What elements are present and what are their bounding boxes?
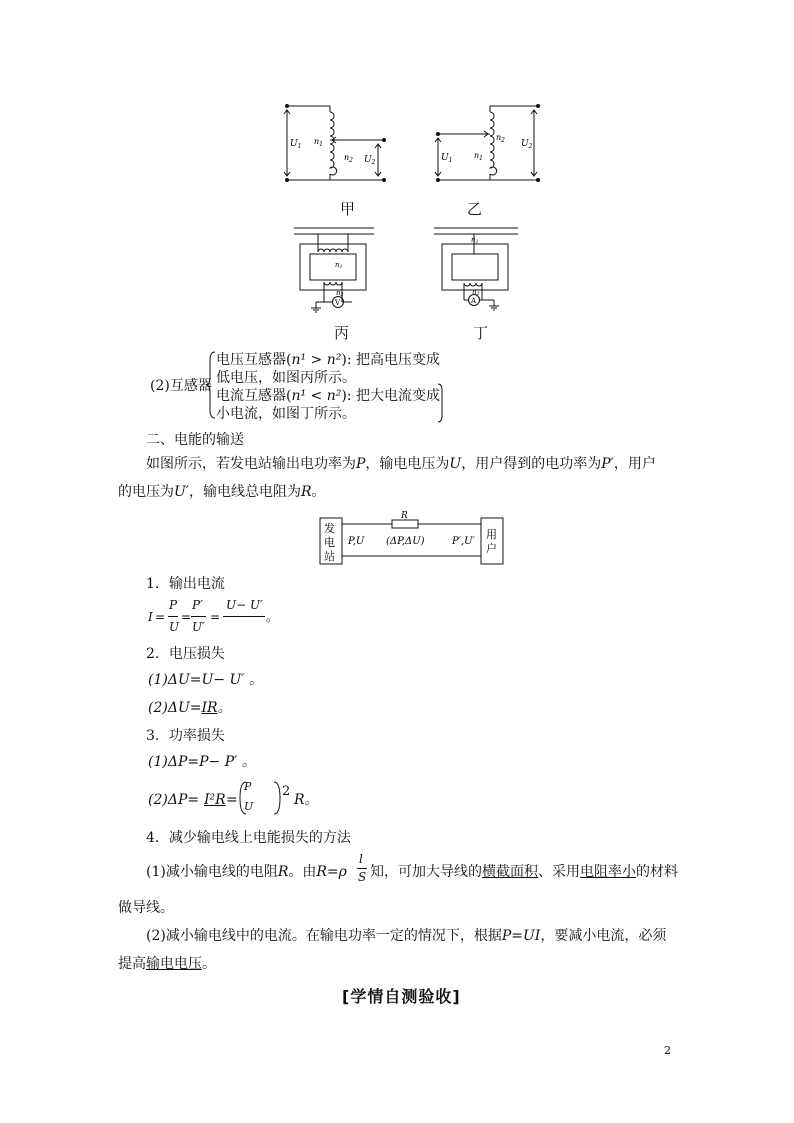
item3-heading: 3．功率损失 <box>146 728 225 744</box>
ammeter-label: A <box>471 297 477 305</box>
figure-bing-caption: 丙 <box>334 324 350 342</box>
station-values: P,U <box>348 536 365 547</box>
figure-yi-diagram <box>430 100 550 186</box>
figure-bing-diagram <box>290 222 386 318</box>
voltmeter-label: V <box>335 299 341 307</box>
intro-line2: 的电压为U′，输电线总电阻为R。 <box>118 484 326 500</box>
resistance-fraction: l S <box>358 852 367 884</box>
svg-text:n2: n2 <box>336 289 344 298</box>
svg-text:n2: $n_2$ <box>496 133 505 144</box>
jia-u1: U <box>290 139 298 149</box>
voltage-transformer-line1: 电压互感器(n¹ > n²): 把高电压变成 <box>216 352 440 368</box>
power-loss-2: (2)ΔP= I²R = P U 2 R。 <box>148 780 319 813</box>
loss-values: (ΔP,ΔU) <box>386 536 425 547</box>
item1-heading: 1．输出电流 <box>146 576 225 592</box>
voltage-loss-1: (1)ΔU=U− U′ 。 <box>148 672 263 688</box>
method1-line1: (1)减小输电线的电阻R。由R=ρ <box>146 864 347 880</box>
right-brace <box>437 382 445 424</box>
method1-line1-tail: 知，可加大导线的横截面积、采用电阻率小的材料 <box>370 864 678 880</box>
voltage-loss-2: (2)ΔU=IR。 <box>148 700 232 716</box>
svg-text:n2: n2 <box>472 288 480 297</box>
svg-text:U2: $U_2$ <box>521 139 533 150</box>
svg-text:n1: $n_1$ <box>474 151 483 162</box>
svg-text:电: 电 <box>324 536 335 549</box>
item4-heading: 4．减少输电线上电能损失的方法 <box>146 830 351 846</box>
svg-text:U1: $U_1$ <box>290 139 302 150</box>
page-number: 2 <box>664 1044 671 1057</box>
figure-ding-caption: 丁 <box>473 324 489 342</box>
power-loss-1: (1)ΔP=P− P′ 。 <box>148 754 256 770</box>
output-current-formula: I = P U = P′ U′ = U− U′ 。 <box>148 598 279 634</box>
svg-text:用: 用 <box>486 528 497 541</box>
resistor-label: R <box>401 511 408 521</box>
svg-text:发: 发 <box>324 522 335 535</box>
current-transformer-line1: 电流互感器(n¹ < n²): 把大电流变成 <box>216 388 440 404</box>
section-heading: 二、电能的输送 <box>146 432 244 448</box>
transmission-circuit <box>318 510 508 566</box>
figure-yi-caption: 乙 <box>467 200 483 218</box>
voltage-transformer-line2: 低电压，如图丙所示。 <box>216 370 356 386</box>
svg-text:n2: $n_2$ <box>344 153 353 164</box>
transformer-label: (2)互感器 <box>150 378 212 394</box>
svg-text:U2: $U_2$ <box>364 155 376 166</box>
svg-text:站: 站 <box>324 550 335 563</box>
method2-line2: 提高输电电压。 <box>118 956 216 972</box>
item2-heading: 2．电压损失 <box>146 646 225 662</box>
svg-text:n1: n1 <box>471 236 479 245</box>
user-values: P′,U′ <box>452 536 475 547</box>
intro-line1: 如图所示，若发电站输出电功率为P，输电电压为U，用户得到的电功率为P′，用户 <box>146 456 656 472</box>
svg-text:n1: $n_1$ <box>314 137 323 148</box>
figure-jia-diagram <box>280 100 400 186</box>
method2-line1: (2)减小输电线中的电流。在输电功率一定的情况下，根据P=UI，要减小电流，必须 <box>146 928 667 944</box>
svg-text:户: 户 <box>486 542 497 555</box>
self-test-heading: [学情自测验收] <box>342 987 461 1006</box>
svg-text:U1: $U_1$ <box>441 153 453 164</box>
figure-ding-diagram <box>428 222 524 318</box>
voltage-condition: n¹ > n² <box>291 352 342 368</box>
current-condition: n¹ < n² <box>291 388 342 404</box>
current-transformer-line2: 小电流，如图丁所示。 <box>216 406 356 422</box>
method1-line2: 做导线。 <box>118 900 174 916</box>
svg-text:n1: n1 <box>335 261 343 270</box>
figure-jia-caption: 甲 <box>340 200 356 218</box>
